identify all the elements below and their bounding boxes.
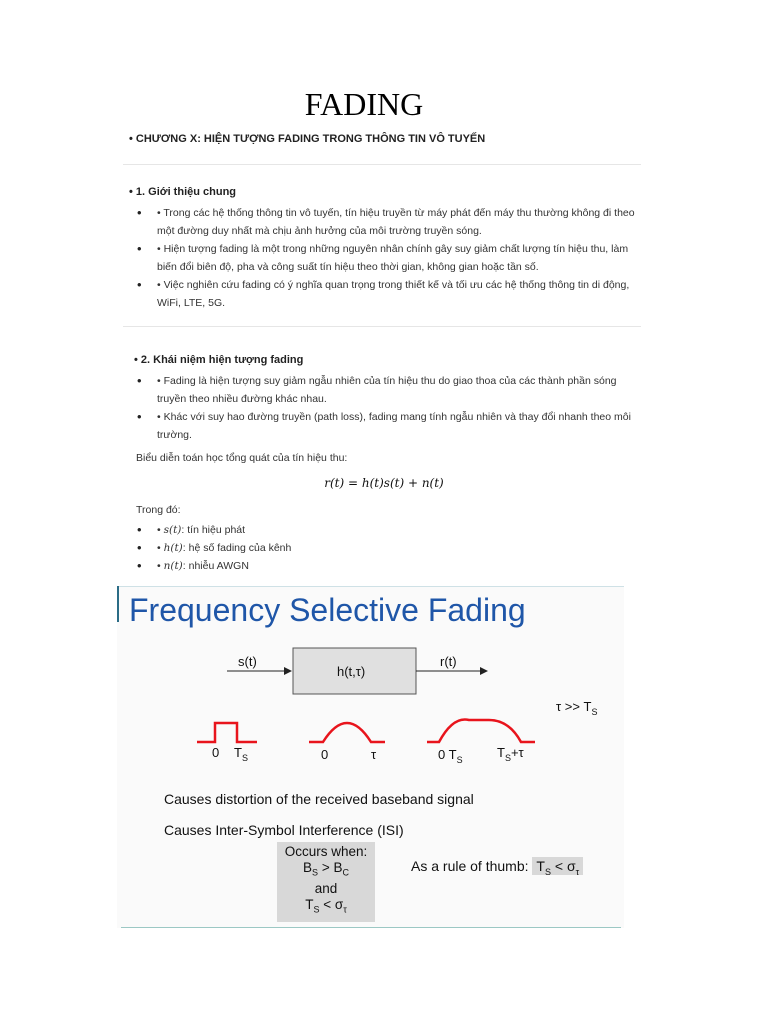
pulse-rect — [197, 723, 257, 742]
divider — [123, 164, 641, 165]
slide-bottom-border — [121, 927, 621, 928]
formula-intro: Biểu diễn toán học tổng quát của tín hiệu thu: — [136, 452, 348, 464]
chapter-heading: • CHƯƠNG X: HIỆN TƯỢNG FADING TRONG THÔNG TIN VÔ TUYẾN — [129, 133, 486, 145]
definition-item: • • h(t): hệ số fading của kênh — [133, 539, 648, 557]
math-symbol: h(t) — [163, 542, 183, 554]
math-symbol: s(t) — [163, 524, 182, 536]
rule-formula: $T_S < \sigma_\tau$ — [532, 857, 583, 875]
section1-heading: • 1. Giới thiệu chung — [129, 186, 237, 198]
frequency-selective-fading-slide — [117, 586, 624, 928]
pulse2-tau: τ — [371, 747, 377, 762]
occurs-line: $B_S > B_C$ — [303, 860, 349, 878]
slide-line-distortion: Causes distortion of the received baseband signal — [164, 791, 474, 807]
rule-of-thumb: As a rule of thumb: $T_S < \sigma_\tau$ — [411, 858, 583, 877]
section1-list — [133, 204, 648, 312]
section1-bullet: • • Hiện tượng fading là một trong những nguyên nhân chính gây suy giảm chất lượng tín hiệu thu, làm biến đổi biên độ, pha và công suất tín hiệu theo thời gian, không gian hoặc tần số. — [133, 240, 648, 276]
input-label: s(t) — [238, 654, 257, 669]
occurs-line: Occurs when: — [284, 844, 368, 859]
pulse3-start: 0 $T_S$ — [438, 747, 463, 765]
pulse3-end: $T_S+\tau$ — [497, 745, 524, 763]
condition-label: $\tau >> T_S$ — [556, 699, 598, 717]
section1-bullet: • • Trong các hệ thống thông tin vô tuyến, tín hiệu truyền từ máy phát đến máy thu thường không đi theo một đường duy nhất mà chịu ảnh hưởng của môi trường truyền sóng. — [133, 204, 648, 240]
received-signal-formula: r(t) = h(t)s(t) + n(t) — [324, 476, 444, 490]
slide-title: Frequency Selective Fading — [129, 592, 526, 628]
occurs-line: and — [314, 880, 338, 896]
pulse1-ts: $T_S$ — [234, 745, 248, 763]
section2-bullet: • • Fading là hiện tượng suy giảm ngẫu nhiên của tín hiệu thu do giao thoa của các thành phần sóng truyền theo nhiều đường khác nhau. — [133, 372, 648, 408]
pulse2-zero: 0 — [321, 747, 329, 762]
where-label: Trong đó: — [136, 504, 181, 516]
document-title: FADING — [304, 86, 424, 122]
occurs-when-box — [277, 842, 375, 922]
definitions-list — [133, 521, 648, 575]
math-symbol: n(t) — [163, 560, 183, 572]
section2-heading: • 2. Khái niệm hiện tượng fading — [134, 354, 304, 366]
output-label: r(t) — [440, 654, 457, 669]
section1-bullet: • • Việc nghiên cứu fading có ý nghĩa quan trọng trong thiết kế và tối ưu các hệ thống thông tin di động, WiFi, LTE, 5G. — [133, 276, 648, 312]
divider — [123, 326, 641, 327]
section2-list — [133, 372, 648, 444]
pulse1-zero: 0 — [212, 745, 220, 760]
pulse-arc — [309, 723, 385, 742]
slide-line-isi: Causes Inter-Symbol Interference (ISI) — [164, 822, 404, 838]
channel-label: h(t,τ) — [337, 664, 366, 679]
occurs-line: $T_S < \sigma_\tau$ — [305, 896, 347, 915]
definition-item: • • n(t): nhiễu AWGN — [133, 557, 648, 575]
section2-bullet: • • Khác với suy hao đường truyền (path loss), fading mang tính ngẫu nhiên và thay đổi nhanh theo môi trường. — [133, 408, 648, 444]
pulse-spread — [427, 719, 535, 742]
definition-item: • • s(t): tín hiệu phát — [133, 521, 648, 539]
